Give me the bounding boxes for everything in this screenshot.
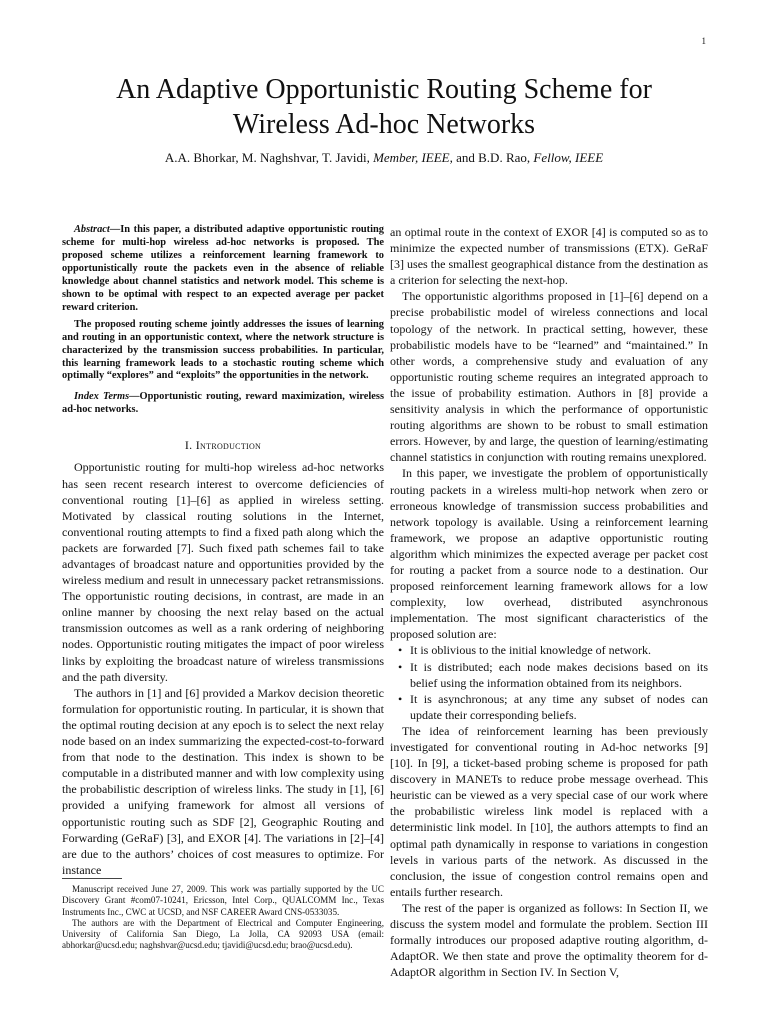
abstract-paragraph-2: The proposed routing scheme jointly addresses the issues of learning and routing in an opportunistic context, where the network structure is characterized by the transmission success probabilities. In particular, this learning framework leads to a stochastic routing scheme which optimally “explores” and “exploits” the opportunities in the network.	[62, 318, 384, 382]
index-terms-lead: Index Terms	[74, 391, 130, 403]
title-line-1: An Adaptive Opportunistic Routing Scheme for	[116, 74, 652, 105]
right-paragraph-3: In this paper, we investigate the problem of opportunistically routing packets in a wireless multi-hop network when zero or erroneous knowledge of transmission success probabilities and network topology is available. Using a reinforcement learning framework, we propose an adaptive opportunistic routing algorithm which minimizes the expected average per packet cost for routing a packet from a source node to a destination. Our proposed reinforcement learning framework allows for a low complexity, low overhead, distributed asynchronous implementation. The most significant characteristics of the proposed solution are:	[390, 466, 708, 642]
left-column	[62, 224, 384, 878]
right-paragraph-5: The rest of the paper is organized as follows: In Section II, we discuss the system model and formulate the problem. Section III formally introduces our proposed adaptive routing algorithm, d-AdaptOR. We then state and prove the optimality theorem for d-AdaptOR algorithm in Section IV. In Section V,	[390, 900, 708, 980]
abstract-text-1: —In this paper, a distributed adaptive opportunistic routing scheme for multi-hop wireless ad-hoc networks is proposed. The proposed scheme utilizes a reinforcement learning framework to opportunistically route the packets even in the absence of reliable knowledge about channel statistics and network model. This scheme is shown to be optimal with respect to an expected average per packet reward criterion.	[62, 224, 384, 313]
section-heading-introduction: I. Introduction	[184, 438, 262, 453]
author-fellow-title: Fellow, IEEE	[533, 150, 604, 165]
footnote-divider	[62, 878, 122, 879]
right-column	[390, 224, 708, 980]
list-item: • It is asynchronous; at any time any subset of nodes can update their corresponding beliefs.	[410, 691, 708, 723]
abstract-paragraph-1	[62, 224, 384, 315]
right-paragraph-4: The idea of reinforcement learning has been previously investigated for conventional routing in Ad-hoc networks [9] [10]. In [9], a ticket-based probing scheme is proposed for path discovery in MANETs to reduce probe message overhead. This heuristic can be viewed as a very special case of our work where the probabilistic wireless link model is replaced with a deterministic link model. In [10], the authors attempts to find an optimal path dynamically in response to variations in congestion levels in various parts of the network. As discussed in the conclusion, the issue of congestion control remains open and entails further research.	[390, 723, 708, 899]
intro-paragraph-1: Opportunistic routing for multi-hop wireless ad-hoc networks has seen recent research interest to overcome deficiencies of conventional routing [1]–[6] as applied in wireless setting. Motivated by classical routing solutions in the Internet, conventional routing attempts to find a fixed path along which the packets are forwarded [7]. Such fixed path schemes fail to take advantages of broadcast nature and opportunities provided by the wireless medium and result in unnecessary packet retransmissions. The opportunistic routing decisions, in contrast, are made in an online manner by choosing the next relay based on the actual transmission outcomes as well as a rank ordering of neighboring nodes. Opportunistic routing mitigates the impact of poor wireless links by exploiting the broadcast nature of wireless transmissions and the path diversity.	[62, 460, 384, 684]
paper-title	[40, 72, 728, 142]
footnote-affiliation: The authors are with the Department of Electrical and Computer Engineering, University of California San Diego, La Jolla, CA 92093 USA (email: abhorkar@ucsd.edu; naghshvar@ucsd.edu; tjavidi@ucsd.edu; brao@ucsd.edu).	[62, 917, 384, 951]
author-names-2: and B.D. Rao,	[456, 150, 531, 165]
right-paragraph-1: an optimal route in the context of EXOR [4] is computed so as to minimize the expected number of transmissions (ETX). GeRaF [3] uses the smallest geographical distance from the destination as a criterion for selecting the next-hop.	[390, 225, 708, 288]
footnotes	[62, 884, 384, 952]
abstract	[62, 224, 384, 383]
author-names-1: A.A. Bhorkar, M. Naghshvar, T. Javidi,	[164, 150, 370, 165]
index-terms	[62, 391, 384, 417]
page-number: 1	[701, 36, 706, 46]
author-member-title: Member, IEEE,	[373, 150, 453, 165]
list-item: • It is distributed; each node makes decisions based on its belief using the information obtained from its neighbors.	[410, 659, 708, 691]
footnote-manuscript: Manuscript received June 27, 2009. This work was partially supported by the UC Discovery Grant #com07-10241, Ericsson, Intel Corp., QUALCOMM Inc., Texas Instruments Inc., CWC at UCSD, and NSF CAREER Award CNS-0533035.	[62, 884, 384, 917]
characteristics-list	[390, 642, 708, 722]
list-item: • It is oblivious to the initial knowledge of network.	[410, 642, 708, 658]
author-list	[40, 150, 728, 166]
index-terms-text: —Opportunistic routing, reward maximization, wireless ad-hoc networks.	[62, 391, 384, 416]
title-line-2: Wireless Ad-hoc Networks	[232, 109, 536, 140]
abstract-lead: Abstract	[74, 224, 110, 235]
right-paragraph-2: The opportunistic algorithms proposed in [1]–[6] depend on a precise probabilistic model of wireless connections and local topology of the network. In practical setting, however, these probabilistic models have to be “learned” and “maintained.” In other words, a comprehensive study and evaluation of any opportunistic routing scheme requires an integrated approach to the issue of probability estimation. Authors in [8] provide a sensitivity analysis in which the performance of opportunistic routing algorithms are shown to be robust to small estimation errors. However, by and large, the question of learning/estimating channel statistics in conjunction with routing remains unexplored.	[390, 289, 708, 465]
intro-paragraph-2: The authors in [1] and [6] provided a Markov decision theoretic formulation for opportunistic routing. In particular, it is shown that the optimal routing decision at any epoch is to select the next relay node based on an index summarizing the expected-cost-to-forward from that node to the destination. This index is shown to be computable in a distributed manner and with low complexity using the probabilistic description of wireless links. The study in [1], [6] provided a unifying framework for almost all versions of opportunistic routing such as SDF [2], Geographic Routing and Forwarding (GeRaF) [3], and EXOR [4]. The variations in [2]–[4] are due to the authors’ choices of cost measures to optimize. For instance	[62, 685, 384, 877]
